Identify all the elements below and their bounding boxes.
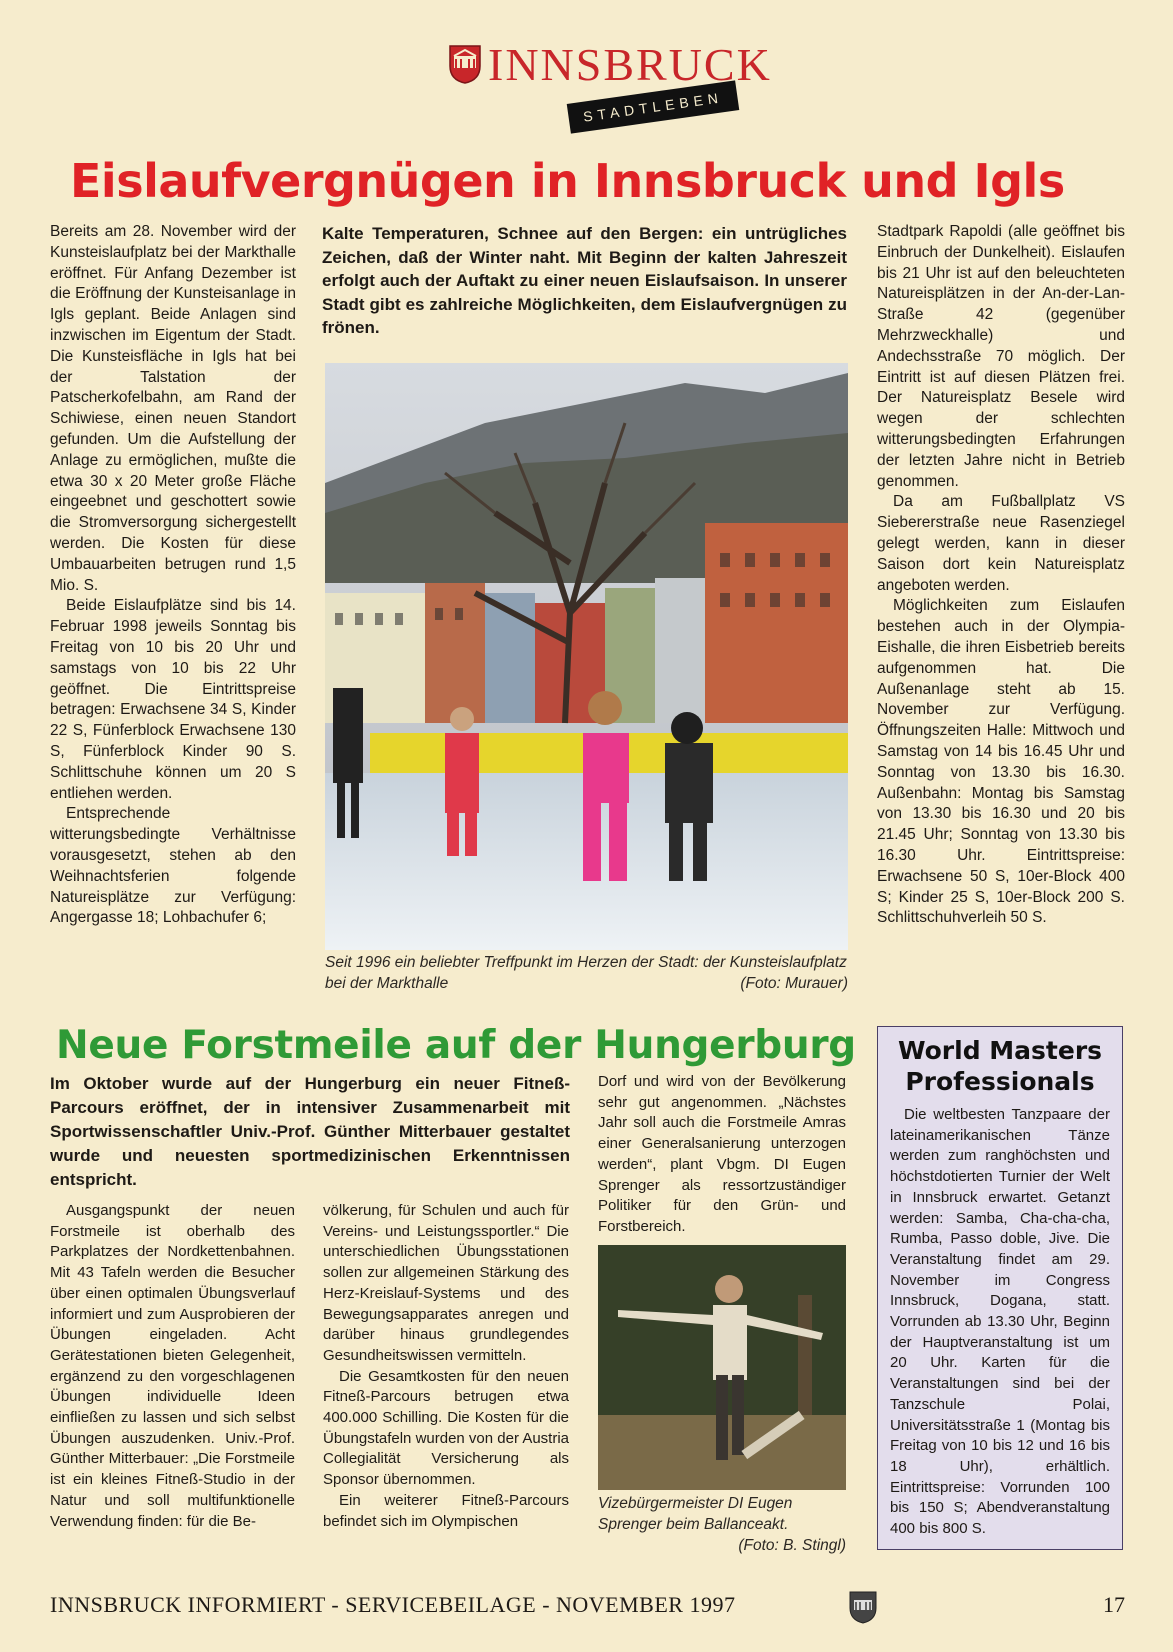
article1-paragraph: Stadtpark Rapoldi (alle geöffnet bis Einbruch der Dunkelheit). Eislaufen bis 21 Uhr ist auf den beleuchteten Natureisplätzen in der An-der-Lan-Straße 42 (gegenüber Mehrzweckhalle) und Andechsstraße 70 möglich. Der Eintritt ist auf diesen Plätzen frei. Der Natureisplatz Besele wird wegen der schlechten witterungsbedingten Erfahrungen der letzten Jahre nicht in Betrieb genommen.	[877, 223, 1125, 490]
article1-column-left	[50, 222, 296, 929]
article1-paragraph: Beide Eislaufplätze sind bis 14. Februar 1998 jeweils Sonntag bis Freitag von 10 bis 20 Uhr und samstags von 10 bis 22 Uhr geöffnet. Die Eintrittspreise betragen: Erwachsene 34 S, Kinder 22 S, Fünferblock Erwachsene 130 S, Fünferblock Kinder 90 S. Schlittschuhe können um 20 S entliehen werden.	[50, 597, 296, 802]
article2-paragraph: Ausgangspunkt der neuen Forstmeile ist oberhalb des Parkplatzes der Nordkettenbahnen. Mit 43 Tafeln werden die Besucher über einen optimalen Übungsverlauf informiert und zum Ausprobieren der Übungen eingeladen. Acht Gerätestationen bieten Gelegenheit, ergänzend zu den vorgeschlagenen Übungen individuelle Ideen einfließen zu lassen und sich selbst Übungen auszudenken. Univ.-Prof. Günther Mitterbauer: „Die Forstmeile ist ein kleines Fitneß-Studio in der Natur und soll multifunktionelle Verwendung finden: für die Be-	[50, 1202, 295, 1530]
article2-paragraph: völkerung, für Schulen und auch für Vereins- und Leistungssportler.“ Die unterschiedlichen Übungsstationen sollen zur allgemeinen Stärkung des Herz-Kreislauf-Systems und des Bewegungsapparates anregen und darüber hinaus grundlegendes Gesundheitswissen vermitteln.	[323, 1202, 569, 1364]
article2-column-1	[50, 1201, 295, 1532]
world-masters-box	[877, 1026, 1123, 1550]
balance-photo	[598, 1245, 846, 1490]
ice-rink-photo	[325, 363, 848, 950]
article2-caption-text: Vizebürgermeister DI Eugen Sprenger beim Ballanceakt.	[598, 1495, 793, 1533]
balance-photo-image	[598, 1245, 846, 1490]
article2-caption-credit: (Foto: B. Stingl)	[738, 1537, 846, 1554]
footer-crest-icon	[848, 1590, 878, 1624]
article2-column-3	[598, 1072, 846, 1238]
article1-lead: Kalte Temperaturen, Schnee auf den Bergen: ein untrügliches Zeichen, daß der Winter naht. Mit Beginn der kalten Jahreszeit erfolgt auch der Auftakt zu einer neuen Eislaufsaison. In unserer Stadt gibt es zahlreiche Möglichkeiten, dem Eislaufvergnügen zu frönen.	[322, 224, 847, 337]
article1-caption-credit: (Foto: Murauer)	[740, 975, 848, 992]
world-masters-title: World Masters Professionals	[897, 1036, 1103, 1096]
article1-headline: Eislaufvergnügen in Innsbruck und Igls	[70, 154, 1065, 208]
ice-rink-photo-image	[325, 363, 848, 950]
article2-caption	[598, 1493, 846, 1556]
page-number: 17	[1103, 1592, 1125, 1617]
article1-column-right	[877, 222, 1125, 929]
article2-lead: Im Oktober wurde auf der Hungerburg ein neuer Fitneß-Parcours eröffnet, der in intensiver Zusammenarbeit mit Sportwissenschaftler Univ.-Prof. Günther Mitterbauer gestaltet wurde und neuesten sportmedizinischen Erkenntnissen entspricht.	[50, 1074, 570, 1189]
article2-paragraph: Ein weiterer Fitneß-Parcours befindet sich im Olympischen	[323, 1491, 569, 1530]
world-masters-body: Die weltbesten Tanzpaare der lateinamerikanischen Tänze werden zum ranghöchsten und höchstdotierten Turnier der Welt in Innsbruck erwartet. Getanzt werden: Samba, Cha-cha-cha, Rumba, Passo doble, Jive. Die Veranstaltung findet am 29. November im Congress Innsbruck, Dogana, statt. Vorrunden ab 13.30 Uhr, Beginn der Hauptveranstaltung ist um 20 Uhr. Karten für die Veranstaltungen sind bei der Tanzschule Polai, Universitätsstraße 1 (Montag bis Freitag von 10 bis 12 und 16 bis 18 Uhr), erhältlich. Eintrittspreise: Vorrunden 100 bis 150 S; Abendveranstaltung 400 bis 800 S.	[890, 1106, 1110, 1538]
masthead-title: INNSBRUCK	[488, 39, 772, 90]
article1-caption	[325, 952, 848, 994]
footer-line: INNSBRUCK INFORMIERT - SERVICEBEILAGE - NOVEMBER 1997	[50, 1592, 736, 1617]
innsbruck-crest-icon	[448, 44, 482, 84]
article2-headline: Neue Forstmeile auf der Hungerburg	[56, 1023, 856, 1068]
masthead	[448, 39, 772, 128]
article1-paragraph: Da am Fußballplatz VS Siebererstraße neue Rasenziegel gelegt werden, kann in dieser Saison dort kein Natureisplatz angeboten werden.	[877, 493, 1125, 594]
masthead-subtitle: STADTLEBEN	[567, 80, 740, 133]
article2-paragraph: Dorf und wird von der Bevölkerung sehr gut angenommen. „Nächstes Jahr soll auch die Forstmeile Amras einer Generalsanierung unterzogen werden“, plant Vbgm. DI Eugen Sprenger als ressortzuständiger Politiker für den Grün- und Forstbereich.	[598, 1073, 846, 1235]
article1-paragraph: Entsprechende witterungsbedingte Verhältnisse vorausgesetzt, stehen ab den Weihnachtsferien folgende Natureisplätze zur Verfügung: Angergasse 18; Lohbachufer 6;	[50, 805, 296, 927]
article2-paragraph: Die Gesamtkosten für den neuen Fitneß-Parcours betrugen etwa 400.000 Schilling. Die Kosten für die Übungstafeln wurden von der Austria Collegialität Versicherung als Sponsor übernommen.	[323, 1367, 569, 1489]
article1-paragraph: Bereits am 28. November wird der Kunsteislaufplatz bei der Markthalle eröffnet. Für Anfang Dezember ist die Eröffnung der Kunsteisanlage in Igls geplant. Beide Anlagen sind inzwischen im Eigentum der Stadt. Die Kunsteisfläche in Igls hat bei der Talstation der Patscherkofelbahn, am Rand der Schiwiese, einen neuen Standort gefunden. Um die Aufstellung der Anlage zu ermöglichen, mußte die etwa 30 x 20 Meter große Fläche eingeebnet und geschottert sowie die Stromversorgung sichergestellt werden. Die Kosten für diese Umbauarbeiten betrugen rund 1,5 Mio. S.	[50, 223, 296, 594]
article1-paragraph: Möglichkeiten zum Eislaufen bestehen auch in der Olympia-Eishalle, die ihren Eisbetrieb bereits aufgenommen hat. Die Außenanlage steht ab 15. November zur Verfügung. Öffnungszeiten Halle: Mittwoch und Samstag von 14 bis 16.45 Uhr und Sonntag von 13.30 bis 16.30. Außenbahn: Montag bis Samstag von 13.30 bis 16.30 und 20 bis 21.45 Uhr; Sonntag von 13.30 bis 16.30 Uhr. Eintrittspreise: Erwachsene 50 S, 10er-Block 400 S; Kinder 25 S, 10er-Block 200 S. Schlittschuhverleih 50 S.	[877, 597, 1125, 927]
article1-caption-text: Seit 1996 ein beliebter Treffpunkt im Herzen der Stadt: der Kunsteislaufplatz bei der Markthalle	[325, 954, 847, 992]
article2-column-2	[323, 1201, 569, 1532]
